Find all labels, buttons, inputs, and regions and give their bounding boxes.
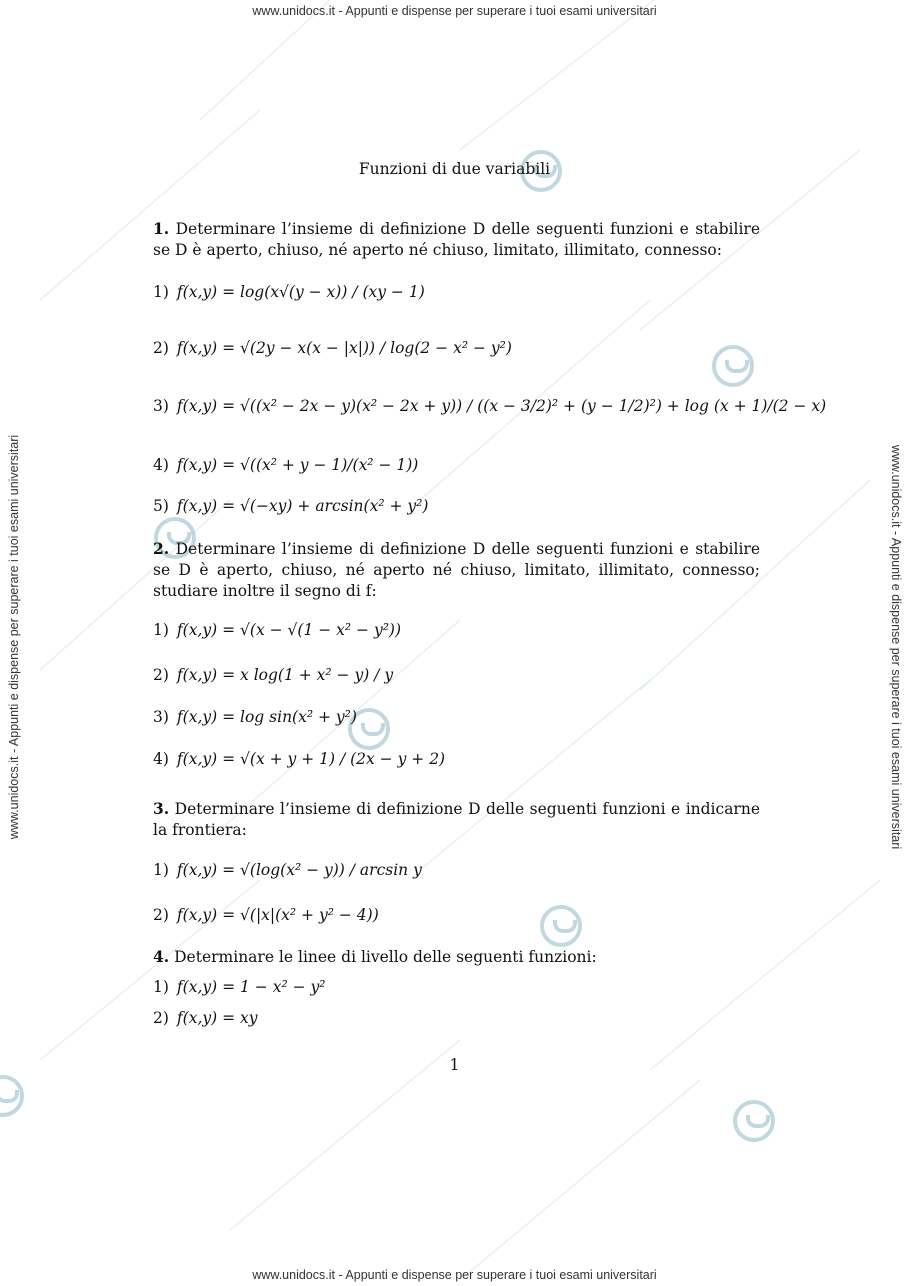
watermark-logo-icon: [540, 905, 582, 947]
item-formula: f(x,y) = log sin(x² + y²): [176, 708, 357, 726]
item-formula: f(x,y) = √(2y − x(x − |x|)) / log(2 − x² − y²): [176, 339, 512, 357]
exercise-1-item-3: [153, 397, 826, 415]
document-title: Funzioni di due variabili: [358, 160, 551, 178]
exercise-number: 1.: [153, 219, 170, 238]
exercise-text: Determinare le linee di livello delle seguenti funzioni:: [174, 948, 597, 966]
exercise-1-item-4: [153, 456, 418, 474]
item-formula: f(x,y) = √(x − √(1 − x² − y²)): [176, 621, 402, 639]
exercise-2-item-3: [153, 708, 357, 726]
item-number: 1): [153, 861, 169, 879]
item-formula: f(x,y) = log(x√(y − x)) / (xy − 1): [176, 283, 425, 301]
exercise-2-item-2: [153, 666, 393, 684]
exercise-1-item-5: [153, 497, 428, 515]
item-formula: f(x,y) = √(x + y + 1) / (2x − y + 2): [176, 750, 446, 768]
exercise-2-item-1: [153, 621, 401, 639]
exercise-number: 2.: [153, 539, 170, 558]
exercise-1-item-2: [153, 339, 512, 357]
item-number: 3): [153, 708, 169, 726]
exercise-1-statement: [153, 218, 760, 261]
item-number: 5): [153, 497, 169, 515]
exercise-2-item-4: [153, 750, 445, 768]
exercise-text: Determinare l’insieme di definizione D delle seguenti funzioni e stabilire se D è aperto, chiuso, né aperto né chiuso, limitato, illimitato, connesso:: [153, 220, 760, 259]
exercise-4-item-2: [153, 1009, 258, 1027]
item-number: 3): [153, 397, 169, 415]
exercise-2-statement: [153, 538, 760, 602]
exercise-number: 3.: [153, 799, 170, 818]
exercise-text: Determinare l’insieme di definizione D delle seguenti funzioni e stabilire se D è aperto, chiuso, né aperto né chiuso, limitato, illimitato, connesso; studiare inoltre il segno di f:: [153, 540, 760, 600]
exercise-3-item-1: [153, 861, 422, 879]
exercise-3-item-2: [153, 906, 379, 924]
item-formula: f(x,y) = √(−xy) + arcsin(x² + y²): [176, 497, 429, 515]
page-number: 1: [449, 1056, 460, 1074]
item-formula: f(x,y) = √(log(x² − y)) / arcsin y: [176, 861, 422, 879]
exercise-1-item-1: [153, 283, 425, 301]
watermark-header: www.unidocs.it - Appunti e dispense per superare i tuoi esami universitari: [252, 4, 657, 18]
item-number: 4): [153, 750, 169, 768]
item-number: 1): [153, 283, 169, 301]
item-number: 1): [153, 978, 169, 996]
item-formula: f(x,y) = x log(1 + x² − y) / y: [176, 666, 394, 684]
watermark-logo-icon: [733, 1100, 775, 1142]
exercise-4-statement: [153, 946, 760, 968]
watermark-right-side: www.unidocs.it - Appunti e dispense per superare i tuoi esami universitari: [889, 444, 903, 850]
item-number: 2): [153, 906, 169, 924]
exercise-3-statement: [153, 798, 760, 841]
item-number: 4): [153, 456, 169, 474]
watermark-footer: www.unidocs.it - Appunti e dispense per superare i tuoi esami universitari: [252, 1268, 657, 1282]
item-formula: f(x,y) = 1 − x² − y²: [176, 978, 326, 996]
item-formula: f(x,y) = xy: [176, 1009, 258, 1027]
item-formula: f(x,y) = √((x² + y − 1)/(x² − 1)): [176, 456, 419, 474]
item-number: 2): [153, 1009, 169, 1027]
watermark-logo-icon: [712, 345, 754, 387]
exercise-4-item-1: [153, 978, 326, 996]
exercise-number: 4.: [153, 947, 170, 966]
item-number: 2): [153, 339, 169, 357]
item-number: 1): [153, 621, 169, 639]
watermark-left-side: www.unidocs.it - Appunti e dispense per superare i tuoi esami universitari: [7, 434, 21, 840]
item-number: 2): [153, 666, 169, 684]
exercise-text: Determinare l’insieme di definizione D delle seguenti funzioni e indicarne la frontiera:: [153, 800, 760, 839]
item-formula: f(x,y) = √(|x|(x² + y² − 4)): [176, 906, 379, 924]
item-formula: f(x,y) = √((x² − 2x − y)(x² − 2x + y)) / ((x − 3/2)² + (y − 1/2)²) + log (x + 1)/(2 − x): [176, 397, 827, 415]
